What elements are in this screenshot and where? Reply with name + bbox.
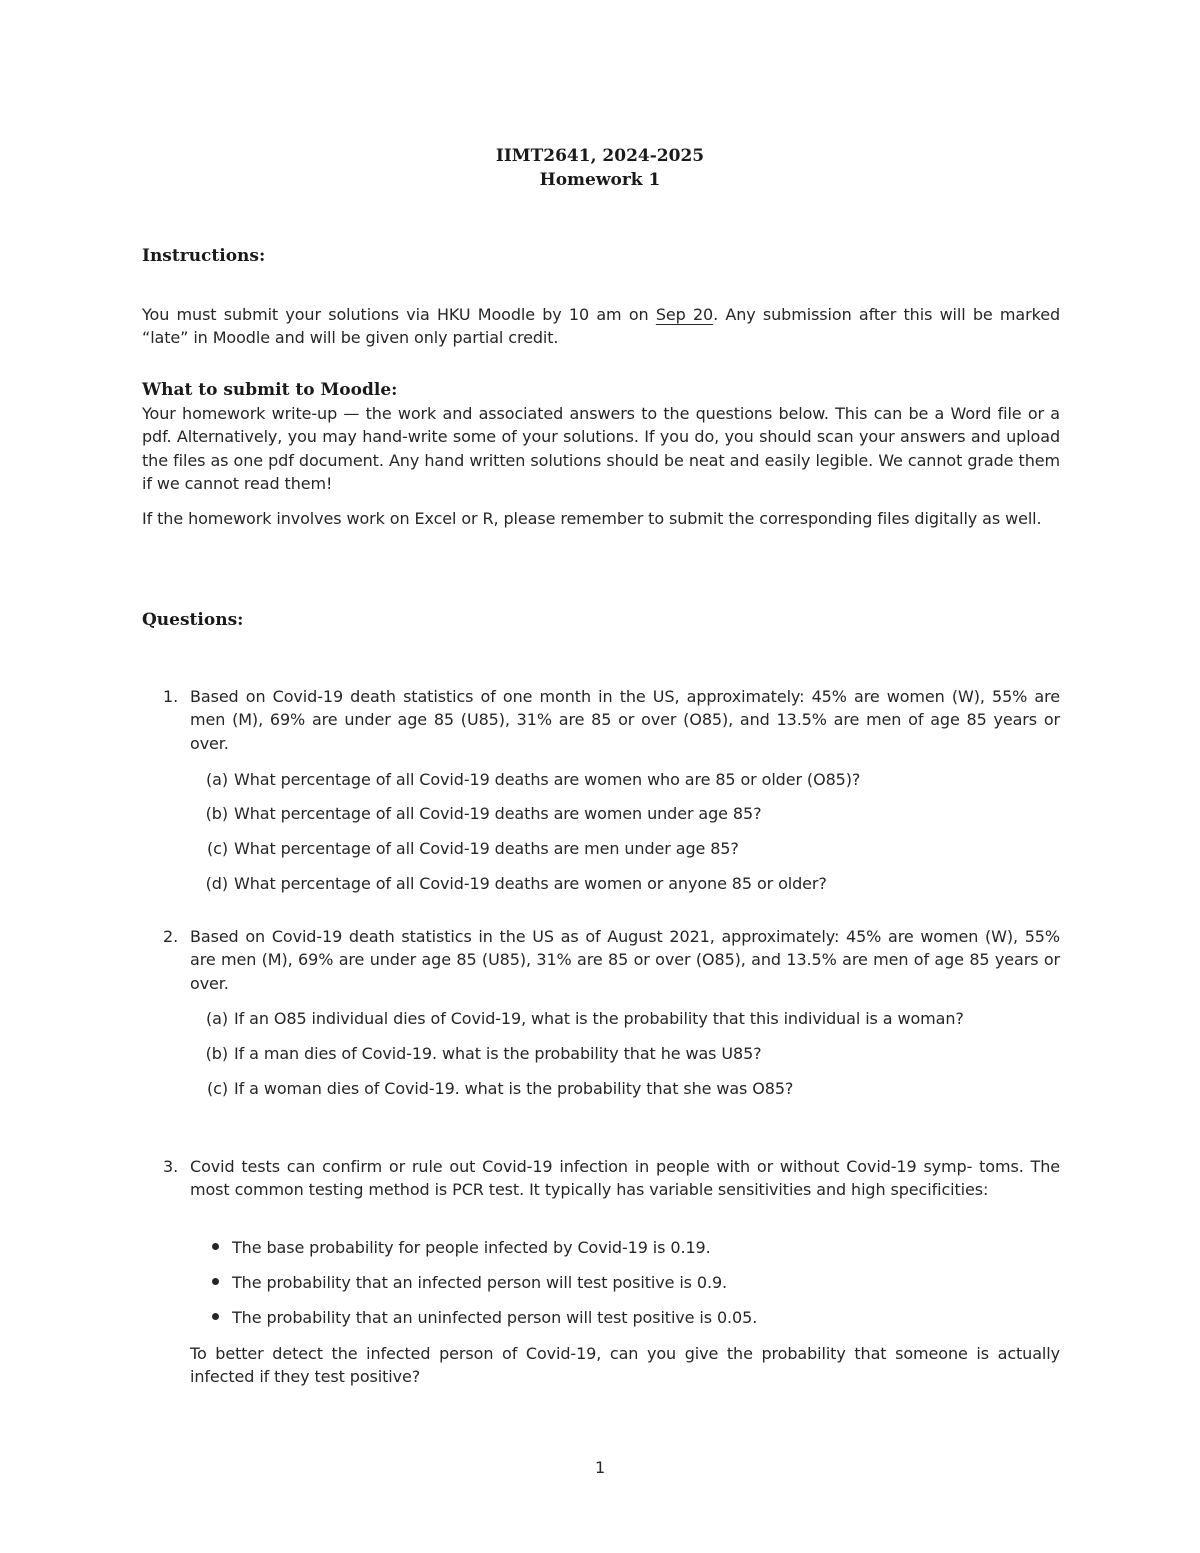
question-text: To better detect the infected person of Covid-19, can you give the probability that someone is actually infected if they test positive?: [190, 1344, 1060, 1387]
question-text: Based on Covid-19 death statistics in the US as of August 2021, approximately: 45% are women (W), 55% are men (M), 69% are under age 85 (U85), 31% are 85 or over (O85), and 13.5% are men of age 85 years or over.: [190, 927, 1060, 993]
question-3-closing: [163, 1342, 1060, 1389]
instructions-paragraph: You must submit your solutions via HKU Moodle by 10 am on Sep 20. Any submission after this will be marked “late” in Moodle and will be given only partial credit.: [142, 305, 1060, 348]
bullet-item: The probability that an infected person will test positive is 0.9.: [212, 1271, 1060, 1294]
submit-heading: What to submit to Moodle:: [142, 380, 398, 400]
question-3: [163, 1155, 1060, 1202]
question-2a: (a) If an O85 individual dies of Covid-19, what is the probability that this individual is a woman?: [190, 1007, 1060, 1030]
question-text: Based on Covid-19 death statistics of one month in the US, approximately: 45% are women (W), 55% are men (M), 69% are under age 85 (U85), 31% are 85 or over (O85), and 13.5% are men of age 85 years or over.: [190, 687, 1060, 753]
document-title: [0, 144, 1200, 192]
sub-label: (b): [205, 1044, 228, 1063]
question-number: 1.: [163, 687, 179, 706]
question-1d: (d) What percentage of all Covid-19 deaths are women or anyone 85 or older?: [190, 872, 1060, 895]
sub-label: (d): [205, 874, 228, 893]
question-1: [163, 685, 1060, 755]
bullet-item: The probability that an uninfected person will test positive is 0.05.: [212, 1306, 1060, 1329]
question-number: 2.: [163, 927, 179, 946]
sub-label: (c): [207, 839, 228, 858]
bullet-icon: [212, 1313, 219, 1320]
sub-label: (a): [206, 1009, 228, 1028]
bullet-icon: [212, 1243, 219, 1250]
question-2: [163, 925, 1060, 995]
question-2c: (c) If a woman dies of Covid-19. what is the probability that she was O85?: [190, 1077, 1060, 1100]
sub-label: (c): [207, 1079, 228, 1098]
question-1b: (b) What percentage of all Covid-19 deaths are women under age 85?: [190, 802, 1060, 825]
question-number: 3.: [163, 1157, 179, 1176]
question-1a: (a) What percentage of all Covid-19 deaths are women who are 85 or older (O85)?: [190, 768, 1060, 791]
question-1c: (c) What percentage of all Covid-19 deaths are men under age 85?: [190, 837, 1060, 860]
question-2b: (b) If a man dies of Covid-19. what is the probability that he was U85?: [190, 1042, 1060, 1065]
sub-label: (a): [206, 770, 228, 789]
sub-label: (b): [205, 804, 228, 823]
page-number: 1: [594, 1458, 606, 1477]
homework-title: Homework 1: [539, 170, 661, 190]
instructions-heading: Instructions:: [142, 246, 266, 266]
bullet-item: The base probability for people infected by Covid-19 is 0.19.: [212, 1236, 1060, 1259]
question-text: Covid tests can confirm or rule out Covid-19 infection in people with or without Covid-19 symp- toms. The most common testing method is PCR test. It typically has variable sensitivities and high specificities:: [190, 1157, 1060, 1200]
bullet-icon: [212, 1278, 219, 1285]
due-date: Sep 20: [655, 305, 714, 324]
questions-heading: Questions:: [142, 610, 244, 630]
submit-paragraph-1: Your homework write-up — the work and associated answers to the questions below. This can be a Word file or a pdf. Alternatively, you may hand-write some of your solutions. If you do, you should scan your answers and upload the files as one pdf document. Any hand written solutions should be neat and easily legible. We cannot grade them if we cannot read them!: [142, 404, 1060, 494]
course-title: IIMT2641, 2024-2025: [495, 146, 705, 166]
submit-paragraph-2: If the homework involves work on Excel or R, please remember to submit the corresponding files digitally as well.: [142, 509, 1042, 528]
